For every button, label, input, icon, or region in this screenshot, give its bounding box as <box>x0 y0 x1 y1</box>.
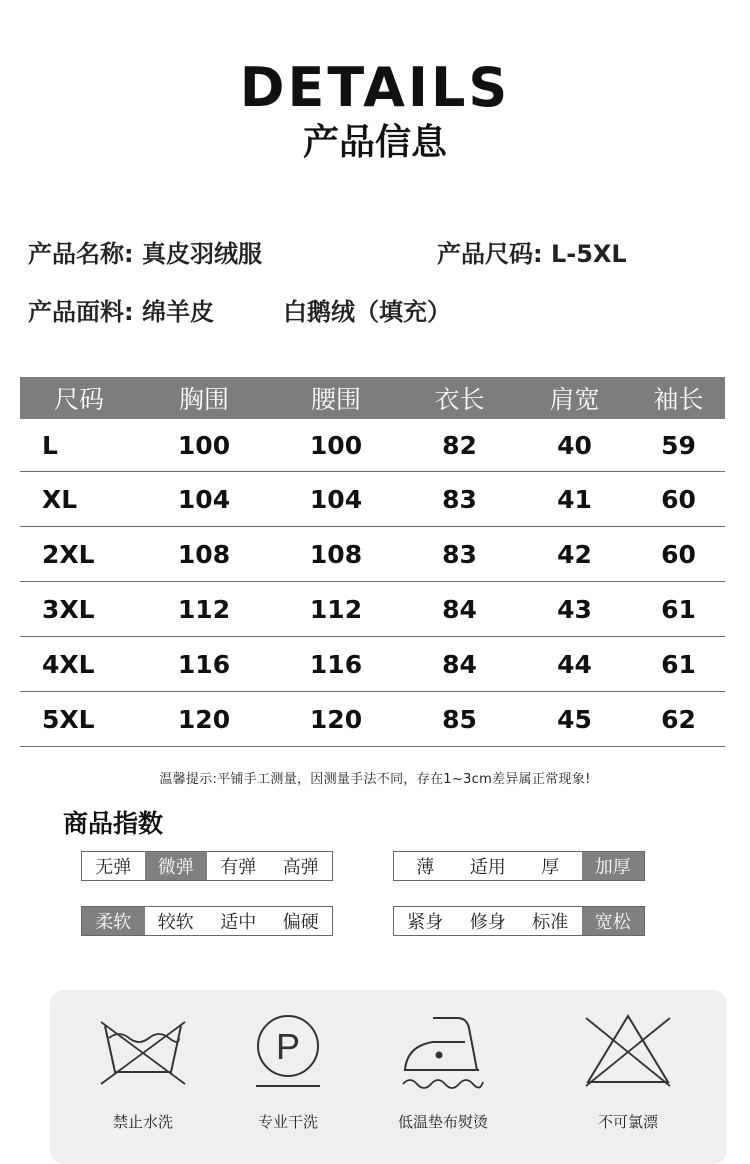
index-title: 商品指数 <box>63 809 164 838</box>
care-item-no-wash <box>68 990 218 1164</box>
dry-clean-icon <box>238 1010 338 1090</box>
care-item-dry-clean <box>213 990 363 1164</box>
table-cell: 108 <box>138 527 270 582</box>
table-cell: L <box>20 419 138 472</box>
scale-option: 宽松 <box>582 907 645 935</box>
header-title-cn: 产品信息 <box>302 122 447 163</box>
header-length: 衣长 <box>402 377 517 419</box>
table-cell: 120 <box>270 692 402 747</box>
scale-option: 适中 <box>220 912 257 933</box>
table-row <box>20 419 725 472</box>
scale-option: 薄 <box>416 857 435 878</box>
size-table <box>20 377 725 747</box>
table-cell: 43 <box>517 582 632 637</box>
product-size-label: 产品尺码: <box>437 240 543 268</box>
iron-low-icon <box>393 1010 493 1090</box>
measurement-note: 温馨提示:平铺手工测量，因测量手法不同，存在1~3cm差异属正常现象! <box>159 772 591 787</box>
table-cell: 61 <box>632 637 725 692</box>
table-cell: 44 <box>517 637 632 692</box>
scale-option: 修身 <box>469 912 506 933</box>
no-wash-icon <box>93 1010 193 1090</box>
table-cell: 116 <box>270 637 402 692</box>
table-cell: 62 <box>632 692 725 747</box>
table-cell: 5XL <box>20 692 138 747</box>
table-row <box>20 692 725 747</box>
product-material-value: 绵羊皮 <box>141 298 214 326</box>
product-name-value: 真皮羽绒服 <box>141 240 262 268</box>
table-cell: 83 <box>402 527 517 582</box>
scale-option: 柔软 <box>82 907 145 935</box>
softness-scale <box>81 906 333 936</box>
product-size-value: L-5XL <box>550 240 627 268</box>
scale-option: 有弹 <box>220 857 257 878</box>
scale-option: 偏硬 <box>282 912 319 933</box>
table-cell: 100 <box>270 419 402 472</box>
header-size: 尺码 <box>20 377 138 419</box>
scale-option: 加厚 <box>582 852 645 880</box>
table-cell: 40 <box>517 419 632 472</box>
care-item-no-bleach <box>553 990 703 1164</box>
table-cell: 41 <box>517 472 632 527</box>
product-fill <box>283 296 451 328</box>
table-cell: 83 <box>402 472 517 527</box>
scale-option: 微弹 <box>145 852 208 880</box>
table-cell: 42 <box>517 527 632 582</box>
table-cell: 104 <box>138 472 270 527</box>
fit-scale <box>393 906 645 936</box>
thickness-scale <box>393 851 645 881</box>
table-cell: 85 <box>402 692 517 747</box>
elasticity-scale <box>81 851 333 881</box>
table-cell: 84 <box>402 637 517 692</box>
table-cell: 60 <box>632 472 725 527</box>
product-name-label: 产品名称: <box>28 240 134 268</box>
table-cell: 60 <box>632 527 725 582</box>
scale-option: 高弹 <box>282 857 319 878</box>
care-label-iron: 低温垫布熨烫 <box>397 1113 488 1131</box>
table-row <box>20 637 725 692</box>
table-row <box>20 527 725 582</box>
care-label-dry-clean: 专业干洗 <box>257 1113 318 1131</box>
table-cell: 2XL <box>20 527 138 582</box>
table-cell: 120 <box>138 692 270 747</box>
table-cell: 112 <box>138 582 270 637</box>
product-name <box>28 238 262 270</box>
table-row <box>20 472 725 527</box>
scale-option: 无弹 <box>95 857 132 878</box>
scale-option: 较软 <box>157 912 194 933</box>
table-cell: 59 <box>632 419 725 472</box>
table-cell: 61 <box>632 582 725 637</box>
product-fill-value: 白鹅绒（填充） <box>283 298 451 326</box>
header-chest: 胸围 <box>138 377 270 419</box>
size-table-header <box>20 377 725 419</box>
table-cell: 45 <box>517 692 632 747</box>
table-cell: 104 <box>270 472 402 527</box>
care-label-no-bleach: 不可氯漂 <box>597 1113 658 1131</box>
product-material-label: 产品面料: <box>28 298 134 326</box>
dry-clean-letter: P <box>275 1026 301 1067</box>
table-cell: 3XL <box>20 582 138 637</box>
care-label-no-wash: 禁止水洗 <box>112 1113 173 1131</box>
scale-option: 厚 <box>541 857 560 878</box>
care-panel <box>50 990 727 1164</box>
no-bleach-icon <box>578 1010 678 1090</box>
table-cell: 84 <box>402 582 517 637</box>
table-cell: XL <box>20 472 138 527</box>
scale-option: 紧身 <box>407 912 444 933</box>
table-cell: 4XL <box>20 637 138 692</box>
table-cell: 112 <box>270 582 402 637</box>
care-item-iron <box>368 990 518 1164</box>
header-shoulder: 肩宽 <box>517 377 632 419</box>
header-waist: 腰围 <box>270 377 402 419</box>
scale-option: 标准 <box>532 912 569 933</box>
table-row <box>20 582 725 637</box>
table-cell: 108 <box>270 527 402 582</box>
header-sleeve: 袖长 <box>632 377 725 419</box>
product-material <box>28 296 214 328</box>
header-title-en: DETAILS <box>239 56 511 119</box>
product-size <box>437 238 627 270</box>
scale-option: 适用 <box>469 857 506 878</box>
table-cell: 100 <box>138 419 270 472</box>
table-cell: 82 <box>402 419 517 472</box>
table-cell: 116 <box>138 637 270 692</box>
